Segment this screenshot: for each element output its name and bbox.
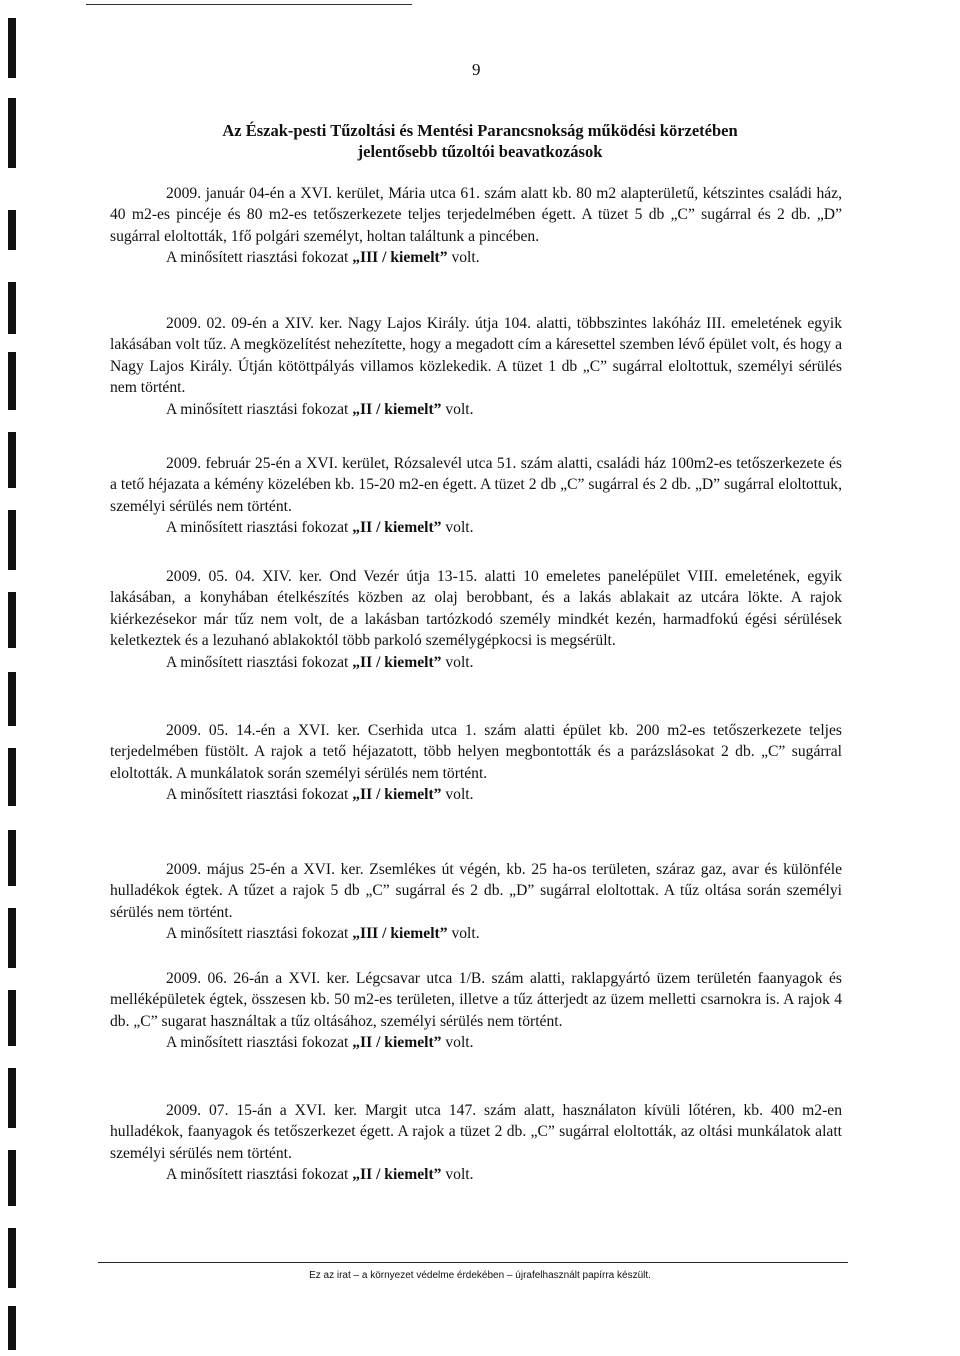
alarm-level-value: „III / kiemelt” [352,925,448,943]
alarm-level-line [166,1032,842,1053]
alarm-level-line [166,652,842,673]
alarm-level-suffix: volt. [445,519,474,537]
alarm-level-value: „II / kiemelt” [352,400,442,418]
incident-entry-2 [110,313,842,420]
incident-description: 2009. május 25-én a XVI. ker. Zsemlékes út végén, kb. 25 ha-os területen, száraz gaz, avar és különféle hulladékok égtek. A tűzet a rajok 5 db „C” sugárral és 2 db. „D” sugárral eloltottak. A tűz oltása során személyi sérülés nem történt. [110,861,842,921]
alarm-level-value: „II / kiemelt” [352,519,442,537]
alarm-level-prefix: A minősített riasztási fokozat [166,519,349,537]
page-title-line-2: jelentősebb tűzoltói beavatkozások [357,142,603,161]
incident-description: 2009. február 25-én a XVI. kerület, Rózsalevél utca 51. szám alatti, családi ház 100m2-es tetőszerkezete és a tető héjazata a kémény közelében kb. 15-20 m2-en égett. A tüzet 2 db „C” sugárral és 2 db. „D” sugárral eloltottuk, személyi sérülés nem történt. [110,455,842,515]
alarm-level-suffix: volt. [445,1034,474,1052]
incident-entry-3 [110,453,842,539]
incident-description: 2009. 05. 04. XIV. ker. Ond Vezér útja 13-15. alatti 10 emeletes panelépület VIII. emeletének, egyik lakásában, a konyhában ételkészítés közben az olaj berobbant, és a lakás ablakait az utcára lökte. A rajok kiérkezésekor már tűz nem volt, de a lakásban tartózkodó személy mindkét kezén, harmadfokú égési sérülések keletkeztek és a lezuhanó ablakoktól több parkoló személygépkocsi is megsérült. [110,568,842,650]
incident-entry-4 [110,566,842,673]
scan-margin-bar [8,830,16,886]
scan-margin-bar [8,282,16,334]
scan-margin-bar [8,510,16,570]
top-rule [86,4,412,5]
footer-note: Ez az irat – a környezet védelme érdekében – újrafelhasznált papírra készült. [309,1270,651,1281]
alarm-level-suffix: volt. [451,925,480,943]
incident-entry-6 [110,859,842,945]
alarm-level-line [166,923,842,944]
page-title [0,120,960,162]
alarm-level-prefix: A minősített riasztási fokozat [166,249,349,267]
incident-description: 2009. 05. 14.-én a XVI. ker. Cserhida utca 1. szám alatti épület kb. 200 m2-es tetőszerkezete teljes terjedelmében füstölt. A rajok a tető héjazatott, több helyen megbontották és a parázslásokat 2 db. „C” sugárral eloltották. A munkálatok során személyi sérülés nem történt. [110,722,842,782]
alarm-level-value: „III / kiemelt” [352,249,448,267]
incident-description: 2009. 07. 15-án a XVI. ker. Margit utca 147. szám alatt, használaton kívüli lőtéren, kb. 400 m2-en hulladékok, faanyagok és tetőszerkezet égett. A rajok a tüzet 2 db. „C” sugárral eloltották, az oltási munkálatok alatt személyi sérülés nem történt. [110,1102,842,1162]
scan-margin-bar [8,352,16,410]
alarm-level-value: „II / kiemelt” [352,653,442,671]
incident-description: 2009. 02. 09-én a XIV. ker. Nagy Lajos Király. útja 104. alatti, többszintes lakóház III. emeletének egyik lakásában volt tűz. A megközelítést nehezítette, hogy a megadott cím a káresettel szemben lévő épület volt, és hogy a Nagy Lajos Király. Útján kötöttpályás villamos közlekedik. A tüzet 1 db „C” sugárral eloltottuk, személyi sérülés nem történt. [110,315,842,397]
incident-entry-1 [110,183,842,269]
scan-margin-bar [8,210,16,250]
page-title-line-1: Az Észak-pesti Tűzoltási és Mentési Parancsnokság működési körzetében [222,121,738,140]
scan-margin-bar [8,1150,16,1206]
scan-margin-bar [8,432,16,488]
incident-entry-7 [110,968,842,1054]
alarm-level-line [166,247,842,268]
alarm-level-line [166,1164,842,1185]
alarm-level-prefix: A minősített riasztási fokozat [166,1166,349,1184]
alarm-level-value: „II / kiemelt” [352,1034,442,1052]
alarm-level-line [166,784,842,805]
alarm-level-suffix: volt. [445,786,474,804]
alarm-level-value: „II / kiemelt” [352,1166,442,1184]
alarm-level-prefix: A minősített riasztási fokozat [166,925,349,943]
scan-margin-bar [8,990,16,1046]
alarm-level-prefix: A minősített riasztási fokozat [166,1034,349,1052]
alarm-level-prefix: A minősített riasztási fokozat [166,653,349,671]
scan-margin-bar [8,1306,16,1350]
footer-divider [98,1262,848,1263]
alarm-level-line [166,399,842,420]
alarm-level-value: „II / kiemelt” [352,786,442,804]
scan-margin-bar [8,18,16,78]
page-number: 9 [472,60,481,79]
incident-description: 2009. január 04-én a XVI. kerület, Mária utca 61. szám alatt kb. 80 m2 alapterületű, kétszintes családi ház, 40 m2-es pincéje és 80 m2-es tetőszerkezete teljes terjedelmében égett. A tüzet 5 db „C” sugárral és 2 db. „D” sugárral eloltották, 1fő polgári személyt, holtan találtunk a pincében. [110,185,842,245]
scan-margin-bar [8,908,16,968]
scan-margin-bar [8,748,16,806]
scan-margin-bar [8,592,16,648]
alarm-level-prefix: A minősített riasztási fokozat [166,786,349,804]
alarm-level-suffix: volt. [445,1166,474,1184]
scan-margin-bar [8,672,16,726]
alarm-level-prefix: A minősített riasztási fokozat [166,400,349,418]
incident-entry-8 [110,1100,842,1186]
scan-margin-bar [8,1068,16,1128]
alarm-level-suffix: volt. [451,249,480,267]
alarm-level-line [166,517,842,538]
incident-description: 2009. 06. 26-án a XVI. ker. Légcsavar utca 1/B. szám alatti, raklapgyártó üzem területén faanyagok és melléképületek égtek, összesen kb. 50 m2-es területen, illetve a tűz átterjedt az üzem melletti csarnokra is. A rajok 4 db. „C” sugarat használtak a tűz oltásához, személyi sérülés nem történt. [110,970,842,1030]
incident-entry-5 [110,720,842,806]
alarm-level-suffix: volt. [445,653,474,671]
alarm-level-suffix: volt. [445,400,474,418]
